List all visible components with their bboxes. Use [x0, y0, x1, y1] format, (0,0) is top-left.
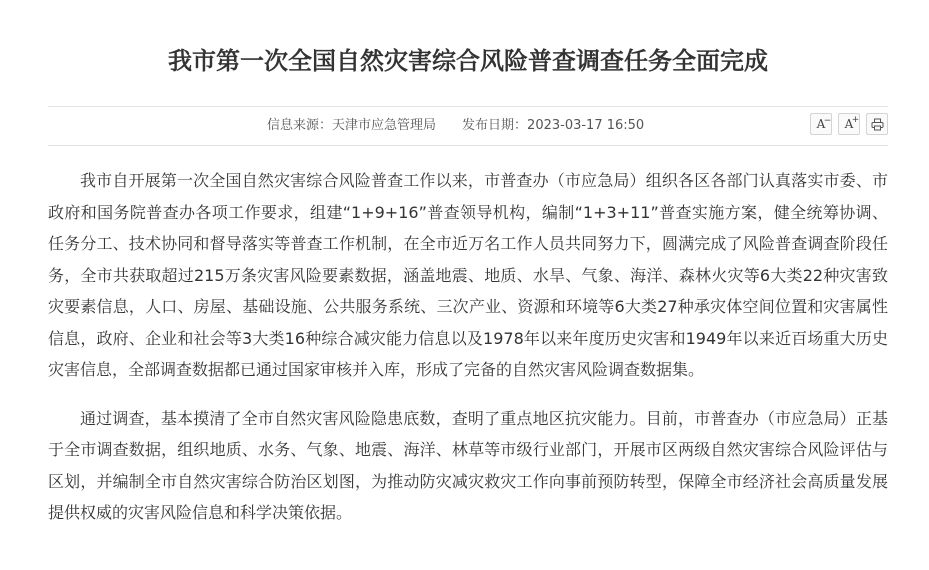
- article-title: 我市第一次全国自然灾害综合风险普查调查任务全面完成: [168, 47, 768, 75]
- publish-date: 2023-03-17 16:50: [527, 118, 645, 133]
- font-decrease-button[interactable]: [810, 113, 832, 135]
- font-increase-icon: A +: [844, 115, 860, 131]
- font-decrease-icon: A −: [816, 116, 832, 131]
- paragraph: 我市自开展第一次全国自然灾害综合风险普查工作以来，市普查办（市应急局）组织各区各部门认真落实市委、市政府和国务院普查办各项工作要求，组建“1+9+16”普查领导机构，编制“1+3+11”普查实施方案，健全统筹协调、任务分工、技术协同和督导落实等普查工作机制，在全市近万名工作人员共同努力下，圆满完成了风险普查调查阶段任务，全市共获取超过215万条灾害风险要素数据，涵盖地震、地质、水旱、气象、海洋、森林火灾等6大类22种灾害致灾要素信息，人口、房屋、基础设施、公共服务系统、三次产业、资源和环境等6大类27种承灾体空间位置和灾害属性信息，政府、企业和社会等3大类16种综合减灾能力信息以及1978年以来年度历史灾害和1949年以来近百场重大历史灾害信息，全部调查数据都已通过国家审核并入库，形成了完备的自然灾害风险调查数据集。: [48, 171, 888, 379]
- font-increase-button[interactable]: [838, 113, 860, 135]
- article-meta: [267, 117, 644, 135]
- print-icon: [871, 118, 884, 131]
- date-label: 发布日期：: [462, 118, 528, 133]
- divider-bottom: [48, 145, 888, 146]
- paragraph: 通过调查，基本摸清了全市自然灾害风险隐患底数，查明了重点地区抗灾能力。目前，市普查办（市应急局）正基于全市调查数据，组织地质、水务、气象、地震、海洋、林草等市级行业部门，开展市区两级自然灾害综合风险评估与区划，并编制全市自然灾害综合防治区划图，为推动防灾减灾救灾工作向事前预防转型，保障全市经济社会高质量发展提供权威的灾害风险信息和科学决策依据。: [48, 408, 888, 522]
- article-body: [48, 165, 888, 546]
- divider-top: [48, 106, 888, 107]
- source-label: 信息来源：: [267, 118, 333, 133]
- print-button[interactable]: [866, 113, 888, 135]
- source-value: 天津市应急管理局: [332, 118, 437, 133]
- article-tools: [810, 113, 888, 135]
